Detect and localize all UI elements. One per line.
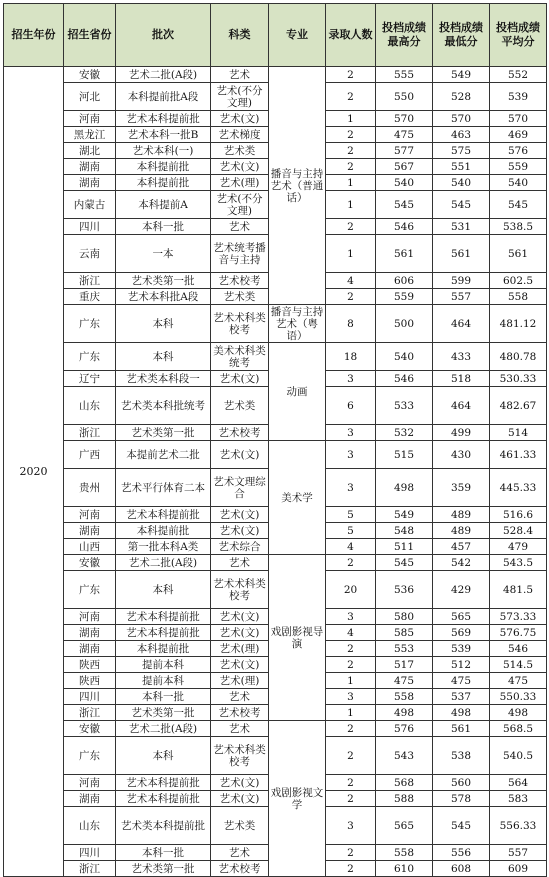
batch-cell: 艺术本科(一) — [116, 143, 211, 159]
max-score-cell: 577 — [376, 143, 433, 159]
admitted-count-cell: 2 — [326, 721, 376, 737]
min-score-cell: 429 — [433, 571, 490, 609]
avg-score-cell: 479 — [490, 539, 547, 555]
avg-score-cell: 482.67 — [490, 387, 547, 425]
admission-table-container — [3, 3, 547, 877]
category-cell: 艺术类 — [211, 387, 269, 425]
major-cell: 播音与主持艺术（粤语） — [269, 305, 326, 343]
category-cell: 艺术(文) — [211, 371, 269, 387]
category-cell: 艺术综合 — [211, 539, 269, 555]
avg-score-cell: 568.5 — [490, 721, 547, 737]
max-score-cell: 546 — [376, 219, 433, 235]
max-score-cell: 585 — [376, 625, 433, 641]
min-score-cell: 599 — [433, 273, 490, 289]
max-score-cell: 561 — [376, 235, 433, 273]
category-cell: 艺术(文) — [211, 625, 269, 641]
category-cell: 艺术统考播音与主持 — [211, 235, 269, 273]
province-cell: 河南 — [64, 507, 116, 523]
max-score-cell: 565 — [376, 807, 433, 845]
min-score-cell: 545 — [433, 807, 490, 845]
min-score-cell: 561 — [433, 721, 490, 737]
avg-score-cell: 469 — [490, 127, 547, 143]
admitted-count-cell: 1 — [326, 673, 376, 689]
category-cell: 艺术(文) — [211, 609, 269, 625]
category-cell: 艺术(理) — [211, 673, 269, 689]
batch-cell: 本科提前批 — [116, 159, 211, 175]
category-cell: 艺术 — [211, 845, 269, 861]
batch-cell: 艺术类本科批统考 — [116, 387, 211, 425]
min-score-cell: 570 — [433, 111, 490, 127]
category-cell: 艺术(理) — [211, 175, 269, 191]
max-score-cell: 606 — [376, 273, 433, 289]
province-cell: 湖南 — [64, 791, 116, 807]
min-score-cell: 538 — [433, 737, 490, 775]
max-score-cell: 540 — [376, 175, 433, 191]
table-header-row — [4, 4, 547, 67]
min-score-cell: 475 — [433, 673, 490, 689]
min-score-cell: 430 — [433, 441, 490, 469]
header-batch: 批次 — [116, 4, 211, 67]
admitted-count-cell: 2 — [326, 83, 376, 111]
batch-cell: 艺术本科提前批 — [116, 609, 211, 625]
min-score-cell: 537 — [433, 689, 490, 705]
year-cell: 2020 — [4, 67, 64, 877]
category-cell: 艺术(文) — [211, 523, 269, 539]
batch-cell: 艺术本科提前批 — [116, 791, 211, 807]
avg-score-cell: 514 — [490, 425, 547, 441]
avg-score-cell: 546 — [490, 641, 547, 657]
category-cell: 艺术类 — [211, 143, 269, 159]
min-score-cell: 557 — [433, 289, 490, 305]
admitted-count-cell: 3 — [326, 807, 376, 845]
table-row — [4, 67, 547, 83]
header-admitted-count: 录取人数 — [326, 4, 376, 67]
min-score-cell: 545 — [433, 191, 490, 219]
avg-score-cell: 480.78 — [490, 343, 547, 371]
batch-cell: 艺术本科提前批 — [116, 625, 211, 641]
avg-score-cell: 557 — [490, 845, 547, 861]
max-score-cell: 536 — [376, 571, 433, 609]
batch-cell: 第一批本科A类 — [116, 539, 211, 555]
avg-score-cell: 556.33 — [490, 807, 547, 845]
admitted-count-cell: 3 — [326, 425, 376, 441]
min-score-cell: 531 — [433, 219, 490, 235]
province-cell: 浙江 — [64, 425, 116, 441]
avg-score-cell: 570 — [490, 111, 547, 127]
avg-score-cell: 514.5 — [490, 657, 547, 673]
avg-score-cell: 552 — [490, 67, 547, 83]
min-score-cell: 489 — [433, 523, 490, 539]
batch-cell: 艺术本科批A段 — [116, 289, 211, 305]
min-score-cell: 499 — [433, 425, 490, 441]
avg-score-cell: 516.6 — [490, 507, 547, 523]
province-cell: 广东 — [64, 305, 116, 343]
admitted-count-cell: 3 — [326, 469, 376, 507]
category-cell: 艺术术科类校考 — [211, 305, 269, 343]
admitted-count-cell: 2 — [326, 791, 376, 807]
province-cell: 广东 — [64, 571, 116, 609]
admitted-count-cell: 20 — [326, 571, 376, 609]
avg-score-cell: 558 — [490, 289, 547, 305]
avg-score-cell: 540 — [490, 175, 547, 191]
category-cell: 艺术(文) — [211, 507, 269, 523]
batch-cell: 本科 — [116, 343, 211, 371]
province-cell: 河南 — [64, 111, 116, 127]
avg-score-cell: 530.33 — [490, 371, 547, 387]
max-score-cell: 550 — [376, 83, 433, 111]
max-score-cell: 540 — [376, 343, 433, 371]
avg-score-cell: 583 — [490, 791, 547, 807]
category-cell: 艺术(文) — [211, 111, 269, 127]
batch-cell: 本科提前批 — [116, 641, 211, 657]
category-cell: 艺术(文) — [211, 159, 269, 175]
category-cell: 艺术(文) — [211, 657, 269, 673]
category-cell: 艺术 — [211, 721, 269, 737]
max-score-cell: 549 — [376, 507, 433, 523]
min-score-cell: 528 — [433, 83, 490, 111]
province-cell: 湖南 — [64, 641, 116, 657]
category-cell: 艺术梯度 — [211, 127, 269, 143]
category-cell: 艺术 — [211, 67, 269, 83]
admitted-count-cell: 1 — [326, 175, 376, 191]
batch-cell: 提前本科 — [116, 673, 211, 689]
category-cell: 艺术(理) — [211, 641, 269, 657]
batch-cell: 本科提前批 — [116, 175, 211, 191]
category-cell: 艺术(不分文理) — [211, 83, 269, 111]
category-cell: 艺术 — [211, 689, 269, 705]
min-score-cell: 518 — [433, 371, 490, 387]
min-score-cell: 565 — [433, 609, 490, 625]
admitted-count-cell: 3 — [326, 441, 376, 469]
min-score-cell: 489 — [433, 507, 490, 523]
province-cell: 浙江 — [64, 861, 116, 877]
admitted-count-cell: 6 — [326, 387, 376, 425]
province-cell: 四川 — [64, 845, 116, 861]
max-score-cell: 511 — [376, 539, 433, 555]
province-cell: 湖南 — [64, 159, 116, 175]
avg-score-cell: 602.5 — [490, 273, 547, 289]
max-score-cell: 610 — [376, 861, 433, 877]
batch-cell: 艺术类本科提前批 — [116, 807, 211, 845]
major-cell: 播音与主持艺术（普通话） — [269, 67, 326, 305]
batch-cell: 提前本科 — [116, 657, 211, 673]
min-score-cell: 578 — [433, 791, 490, 807]
table-body — [4, 67, 547, 877]
category-cell: 艺术 — [211, 219, 269, 235]
max-score-cell: 570 — [376, 111, 433, 127]
admitted-count-cell: 4 — [326, 625, 376, 641]
admitted-count-cell: 3 — [326, 689, 376, 705]
batch-cell: 艺术类第一批 — [116, 425, 211, 441]
category-cell: 艺术校考 — [211, 705, 269, 721]
batch-cell: 艺术本科一批B — [116, 127, 211, 143]
category-cell: 美术术科类统考 — [211, 343, 269, 371]
min-score-cell: 542 — [433, 555, 490, 571]
min-score-cell: 512 — [433, 657, 490, 673]
batch-cell: 艺术本科提前批 — [116, 111, 211, 127]
category-cell: 艺术文理综合 — [211, 469, 269, 507]
avg-score-cell: 539 — [490, 83, 547, 111]
batch-cell: 艺术类第一批 — [116, 861, 211, 877]
max-score-cell: 568 — [376, 775, 433, 791]
province-cell: 湖南 — [64, 523, 116, 539]
province-cell: 广东 — [64, 343, 116, 371]
admitted-count-cell: 5 — [326, 507, 376, 523]
min-score-cell: 556 — [433, 845, 490, 861]
max-score-cell: 567 — [376, 159, 433, 175]
province-cell: 湖南 — [64, 175, 116, 191]
avg-score-cell: 475 — [490, 673, 547, 689]
category-cell: 艺术(文) — [211, 791, 269, 807]
avg-score-cell: 576 — [490, 143, 547, 159]
admitted-count-cell: 4 — [326, 539, 376, 555]
batch-cell: 本科一批 — [116, 689, 211, 705]
max-score-cell: 546 — [376, 371, 433, 387]
category-cell: 艺术 — [211, 555, 269, 571]
batch-cell: 本科 — [116, 571, 211, 609]
header-max-score: 投档成绩最高分 — [376, 4, 433, 67]
batch-cell: 艺术本科提前批 — [116, 507, 211, 523]
admitted-count-cell: 1 — [326, 191, 376, 219]
batch-cell: 艺术二批(A段) — [116, 67, 211, 83]
table-row — [4, 343, 547, 371]
batch-cell: 本科 — [116, 305, 211, 343]
admitted-count-cell: 2 — [326, 219, 376, 235]
batch-cell: 艺术平行体育二本 — [116, 469, 211, 507]
batch-cell: 本提前艺术二批 — [116, 441, 211, 469]
batch-cell: 艺术类本科段一 — [116, 371, 211, 387]
min-score-cell: 463 — [433, 127, 490, 143]
province-cell: 湖北 — [64, 143, 116, 159]
table-row — [4, 441, 547, 469]
admitted-count-cell: 1 — [326, 235, 376, 273]
table-row — [4, 555, 547, 571]
header-province: 招生省份 — [64, 4, 116, 67]
province-cell: 重庆 — [64, 289, 116, 305]
min-score-cell: 549 — [433, 67, 490, 83]
max-score-cell: 545 — [376, 555, 433, 571]
category-cell: 艺术校考 — [211, 861, 269, 877]
admitted-count-cell: 2 — [326, 737, 376, 775]
max-score-cell: 553 — [376, 641, 433, 657]
table-row — [4, 721, 547, 737]
admitted-count-cell: 18 — [326, 343, 376, 371]
avg-score-cell: 445.33 — [490, 469, 547, 507]
avg-score-cell: 538.5 — [490, 219, 547, 235]
max-score-cell: 545 — [376, 191, 433, 219]
admitted-count-cell: 2 — [326, 555, 376, 571]
batch-cell: 本科一批 — [116, 845, 211, 861]
category-cell: 艺术类 — [211, 289, 269, 305]
admitted-count-cell: 2 — [326, 289, 376, 305]
category-cell: 艺术(文) — [211, 441, 269, 469]
batch-cell: 一本 — [116, 235, 211, 273]
header-year: 招生年份 — [4, 4, 64, 67]
province-cell: 广西 — [64, 441, 116, 469]
category-cell: 艺术类 — [211, 807, 269, 845]
batch-cell: 本科提前A — [116, 191, 211, 219]
max-score-cell: 558 — [376, 689, 433, 705]
min-score-cell: 498 — [433, 705, 490, 721]
category-cell: 艺术校考 — [211, 425, 269, 441]
major-cell: 戏剧影视文学 — [269, 721, 326, 877]
admitted-count-cell: 4 — [326, 273, 376, 289]
admitted-count-cell: 3 — [326, 609, 376, 625]
max-score-cell: 532 — [376, 425, 433, 441]
min-score-cell: 359 — [433, 469, 490, 507]
province-cell: 四川 — [64, 689, 116, 705]
category-cell: 艺术(不分文理) — [211, 191, 269, 219]
category-cell: 艺术(文) — [211, 775, 269, 791]
table-row — [4, 305, 547, 343]
max-score-cell: 498 — [376, 469, 433, 507]
avg-score-cell: 609 — [490, 861, 547, 877]
batch-cell: 本科 — [116, 737, 211, 775]
batch-cell: 艺术二批(A段) — [116, 721, 211, 737]
province-cell: 河北 — [64, 83, 116, 111]
max-score-cell: 543 — [376, 737, 433, 775]
admitted-count-cell: 2 — [326, 143, 376, 159]
admission-score-table — [3, 3, 547, 877]
admitted-count-cell: 2 — [326, 657, 376, 673]
min-score-cell: 575 — [433, 143, 490, 159]
avg-score-cell: 461.33 — [490, 441, 547, 469]
batch-cell: 艺术类第一批 — [116, 705, 211, 721]
category-cell: 艺术术科类校考 — [211, 737, 269, 775]
admitted-count-cell: 2 — [326, 845, 376, 861]
major-cell: 美术学 — [269, 441, 326, 555]
province-cell: 云南 — [64, 235, 116, 273]
min-score-cell: 540 — [433, 175, 490, 191]
min-score-cell: 464 — [433, 387, 490, 425]
max-score-cell: 559 — [376, 289, 433, 305]
batch-cell: 本科提前批 — [116, 523, 211, 539]
min-score-cell: 464 — [433, 305, 490, 343]
province-cell: 安徽 — [64, 721, 116, 737]
province-cell: 四川 — [64, 219, 116, 235]
admitted-count-cell: 2 — [326, 861, 376, 877]
avg-score-cell: 573.33 — [490, 609, 547, 625]
min-score-cell: 561 — [433, 235, 490, 273]
admitted-count-cell: 1 — [326, 111, 376, 127]
avg-score-cell: 498 — [490, 705, 547, 721]
max-score-cell: 548 — [376, 523, 433, 539]
avg-score-cell: 481.5 — [490, 571, 547, 609]
avg-score-cell: 561 — [490, 235, 547, 273]
avg-score-cell: 559 — [490, 159, 547, 175]
min-score-cell: 551 — [433, 159, 490, 175]
max-score-cell: 498 — [376, 705, 433, 721]
avg-score-cell: 528.4 — [490, 523, 547, 539]
major-cell: 动画 — [269, 343, 326, 441]
province-cell: 黑龙江 — [64, 127, 116, 143]
province-cell: 湖南 — [64, 625, 116, 641]
avg-score-cell: 550.33 — [490, 689, 547, 705]
province-cell: 陕西 — [64, 657, 116, 673]
avg-score-cell: 543.5 — [490, 555, 547, 571]
province-cell: 安徽 — [64, 555, 116, 571]
max-score-cell: 580 — [376, 609, 433, 625]
header-min-score: 投档成绩最低分 — [433, 4, 490, 67]
max-score-cell: 558 — [376, 845, 433, 861]
province-cell: 陕西 — [64, 673, 116, 689]
province-cell: 辽宁 — [64, 371, 116, 387]
max-score-cell: 515 — [376, 441, 433, 469]
max-score-cell: 475 — [376, 673, 433, 689]
max-score-cell: 555 — [376, 67, 433, 83]
batch-cell: 本科一批 — [116, 219, 211, 235]
province-cell: 贵州 — [64, 469, 116, 507]
province-cell: 山东 — [64, 807, 116, 845]
avg-score-cell: 481.12 — [490, 305, 547, 343]
min-score-cell: 560 — [433, 775, 490, 791]
max-score-cell: 533 — [376, 387, 433, 425]
province-cell: 内蒙古 — [64, 191, 116, 219]
min-score-cell: 433 — [433, 343, 490, 371]
batch-cell: 艺术类第一批 — [116, 273, 211, 289]
province-cell: 安徽 — [64, 67, 116, 83]
batch-cell: 艺术本科提前批 — [116, 775, 211, 791]
batch-cell: 艺术二批(A段) — [116, 555, 211, 571]
max-score-cell: 588 — [376, 791, 433, 807]
admitted-count-cell: 3 — [326, 371, 376, 387]
min-score-cell: 539 — [433, 641, 490, 657]
province-cell: 浙江 — [64, 273, 116, 289]
admitted-count-cell: 2 — [326, 775, 376, 791]
admitted-count-cell: 2 — [326, 67, 376, 83]
province-cell: 河南 — [64, 775, 116, 791]
max-score-cell: 517 — [376, 657, 433, 673]
admitted-count-cell: 8 — [326, 305, 376, 343]
avg-score-cell: 564 — [490, 775, 547, 791]
min-score-cell: 457 — [433, 539, 490, 555]
admitted-count-cell: 2 — [326, 127, 376, 143]
header-major: 专业 — [269, 4, 326, 67]
avg-score-cell: 540.5 — [490, 737, 547, 775]
max-score-cell: 576 — [376, 721, 433, 737]
min-score-cell: 608 — [433, 861, 490, 877]
province-cell: 山西 — [64, 539, 116, 555]
header-category: 科类 — [211, 4, 269, 67]
header-avg-score: 投档成绩平均分 — [490, 4, 547, 67]
min-score-cell: 569 — [433, 625, 490, 641]
avg-score-cell: 545 — [490, 191, 547, 219]
admitted-count-cell: 2 — [326, 159, 376, 175]
max-score-cell: 475 — [376, 127, 433, 143]
admitted-count-cell: 5 — [326, 523, 376, 539]
province-cell: 广东 — [64, 737, 116, 775]
province-cell: 河南 — [64, 609, 116, 625]
max-score-cell: 500 — [376, 305, 433, 343]
avg-score-cell: 576.75 — [490, 625, 547, 641]
admitted-count-cell: 1 — [326, 705, 376, 721]
category-cell: 艺术校考 — [211, 273, 269, 289]
admitted-count-cell: 2 — [326, 641, 376, 657]
province-cell: 浙江 — [64, 705, 116, 721]
batch-cell: 本科提前批A段 — [116, 83, 211, 111]
category-cell: 艺术术科类校考 — [211, 571, 269, 609]
major-cell: 戏剧影视导演 — [269, 555, 326, 721]
province-cell: 山东 — [64, 387, 116, 425]
